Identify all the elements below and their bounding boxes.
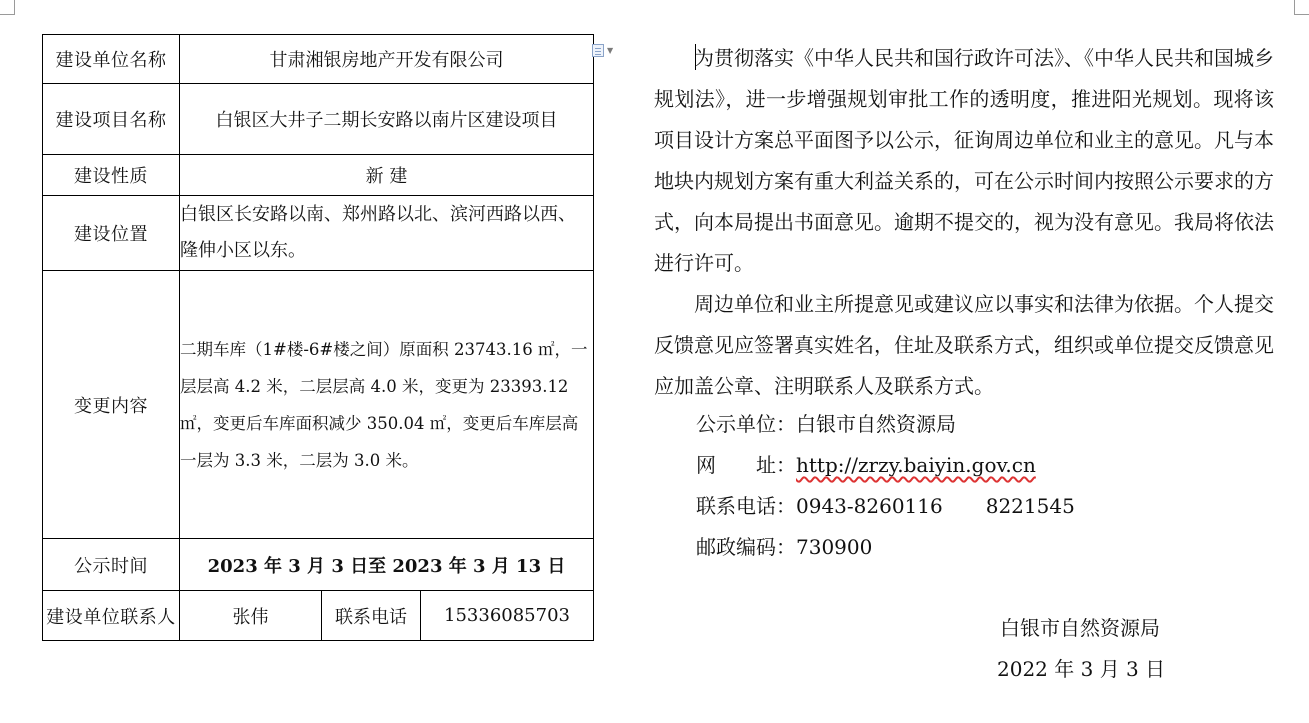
row-label-location: 建设位置 <box>43 196 180 271</box>
signature-org: 白银市自然资源局 <box>1000 616 1160 640</box>
row-value-developer: 甘肃湘银房地产开发有限公司 <box>180 35 594 84</box>
row-label-project: 建设项目名称 <box>43 84 180 155</box>
contact-tel-1: 0943-8260116 <box>796 494 943 518</box>
table-row <box>43 539 594 591</box>
row-value-nature: 新 建 <box>180 155 594 196</box>
table-row <box>43 196 594 271</box>
contact-web-link[interactable]: http://zrzy.baiyin.gov.cn <box>796 453 1036 477</box>
contact-unit-label: 公示单位： <box>696 412 796 436</box>
row-label-period: 公示时间 <box>43 539 180 591</box>
contact-zip-value: 730900 <box>796 535 873 559</box>
row-label-change: 变更内容 <box>43 271 180 539</box>
contact-person-name: 张伟 <box>180 591 322 641</box>
contact-tel-label: 联系电话： <box>696 494 796 518</box>
contact-phone-label: 联系电话 <box>322 591 421 641</box>
contact-phone-number: 15336085703 <box>421 591 594 641</box>
table-row <box>43 35 594 84</box>
row-value-period: 2023 年 3 月 3 日至 2023 年 3 月 13 日 <box>180 539 594 591</box>
chevron-down-icon[interactable]: ▼ <box>607 46 614 55</box>
contact-unit-value: 白银市自然资源局 <box>796 412 956 436</box>
signature-date: 2022 年 3 月 3 日 <box>997 657 1166 681</box>
contact-zip-label: 邮政编码： <box>696 535 796 559</box>
contact-web-line <box>696 445 1036 486</box>
contact-tel-line <box>696 486 1075 527</box>
contact-web-label: 网 址： <box>696 453 796 477</box>
row-value-project: 白银区大井子二期长安路以南片区建设项目 <box>180 84 594 155</box>
table-row <box>43 591 594 641</box>
row-label-contact-person: 建设单位联系人 <box>43 591 180 641</box>
contact-tel-2: 8221545 <box>985 494 1075 518</box>
contact-unit-line <box>696 404 956 445</box>
row-value-change: 二期车库（1#楼-6#楼之间）原面积 23743.16 ㎡，一层层高 4.2 米，二层层高 4.0 米，变更为 23393.12 ㎡，变更后车库面积减少 350.04 ㎡，变更后车库层高一层为 3.3 米，二层为 3.0 米。 <box>180 271 594 539</box>
project-info-table <box>42 34 594 641</box>
row-value-location: 白银区长安路以南、郑州路以北、滨河西路以西、隆伸小区以东。 <box>180 196 594 271</box>
page-corner-mark-top-right <box>1294 0 1309 15</box>
row-label-developer: 建设单位名称 <box>43 35 180 84</box>
table-row <box>43 84 594 155</box>
row-label-nature: 建设性质 <box>43 155 180 196</box>
table-row <box>43 155 594 196</box>
document-icon[interactable] <box>592 44 604 57</box>
contact-zip-line <box>696 527 872 568</box>
notice-body <box>654 38 1274 407</box>
table-row <box>43 271 594 539</box>
notice-paragraph-1: 为贯彻落实《中华人民共和国行政许可法》、《中华人民共和国城乡规划法》，进一步增强规划审批工作的透明度，推进阳光规划。现将该项目设计方案总平面图予以公示，征询周边单位和业主的意见。凡与本地块内规划方案有重大利益关系的，可在公示时间内按照公示要求的方式，向本局提出书面意见。逾期不提交的，视为没有意见。我局将依法进行许可。 <box>654 46 1274 275</box>
notice-paragraph-2: 周边单位和业主所提意见或建议应以事实和法律为依据。个人提交反馈意见应签署真实姓名，住址及联系方式，组织或单位提交反馈意见应加盖公章、注明联系人及联系方式。 <box>654 292 1274 398</box>
page-corner-mark-top-left <box>0 0 15 15</box>
